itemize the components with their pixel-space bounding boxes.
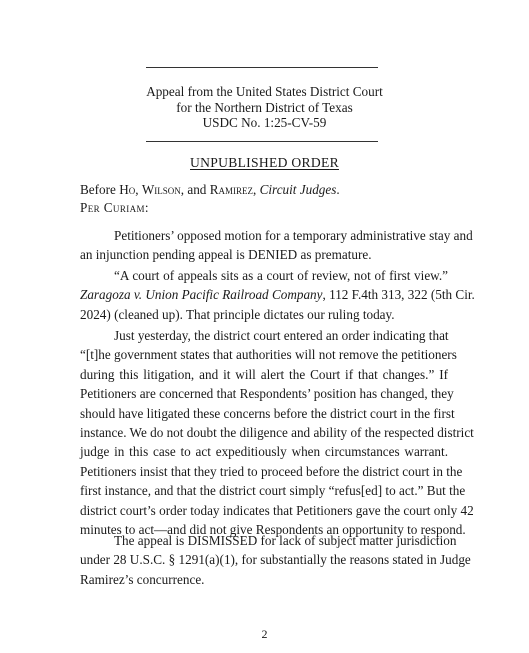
page-number: 2: [261, 627, 268, 641]
paragraph-line: minutes to act—and did not give Respondents an opportunity to respond.: [80, 522, 466, 538]
paragraph-line: under 28 U.S.C. § 1291(a)(1), for substantially the reasons stated in Judge: [80, 552, 471, 568]
per-curiam-heading: Per Curiam:: [80, 200, 149, 215]
paragraph-line: Petitioners insist that they tried to proceed before the district court in the: [80, 463, 463, 479]
paragraph-line: Petitioners are concerned that Respondents’ position has changed, they: [80, 386, 454, 402]
judge-name: Ho: [119, 182, 136, 197]
order-title: UNPUBLISHED ORDER: [190, 155, 339, 170]
paragraph-district-court: [80, 326, 474, 539]
paragraph-line: district court’s order today indicates that Petitioners gave the court only 42: [80, 502, 474, 518]
panel-separator: , and: [180, 182, 210, 197]
paragraph-line: should have litigated these concerns before the district court in the first: [80, 405, 455, 421]
paragraph-line: The appeal is DISMISSED for lack of subject matter jurisdiction: [114, 533, 457, 548]
caption-line-court: Appeal from the United States District Court: [146, 84, 383, 99]
case-citation-rest: , 112 F.4th 313, 322 (5th Cir.: [322, 287, 475, 303]
paragraph-line: 2024) (cleaned up). That principle dictates our ruling today.: [80, 306, 395, 322]
paragraph-appeal-dismissed: [80, 531, 471, 589]
paragraph-line: instance. We do not doubt the diligence and ability of the respected district: [80, 425, 474, 441]
paragraph-motion-denied: [80, 226, 473, 265]
paragraph-line: Just yesterday, the district court entered an order indicating that: [114, 328, 449, 343]
paragraph-line: during this litigation, and it will alert the Court if that changes.” If: [80, 366, 448, 382]
judge-name: Ramirez: [209, 182, 253, 197]
caption-line-docket: USDC No. 1:25-CV-59: [202, 115, 327, 130]
paragraph-line: judge in this case to act expeditiously when circumstances warrant.: [80, 444, 448, 460]
paragraph-line: Ramirez’s concurrence.: [80, 571, 205, 587]
paragraph-court-of-review: [80, 266, 475, 324]
panel-before-text: Before: [80, 182, 120, 197]
panel-separator: ,: [135, 182, 142, 197]
caption-bottom-rule: [146, 141, 378, 142]
paragraph-line: “[t]he government states that authorities will not remove the petitioners: [80, 347, 457, 363]
panel-line: [80, 182, 340, 197]
panel-end: .: [336, 182, 340, 197]
caption-line-district: for the Northern District of Texas: [176, 100, 353, 115]
paragraph-line: first instance, and that the district court simply “refus[ed] to act.” But the: [80, 483, 466, 499]
paragraph-line: Petitioners’ opposed motion for a temporary administrative stay and: [114, 228, 473, 243]
judge-name: Wilson: [141, 182, 181, 197]
paragraph-line: “A court of appeals sits as a court of review, not of first view.”: [114, 268, 448, 283]
paragraph-line: an injunction pending appeal is DENIED as premature.: [80, 247, 372, 263]
panel-separator: ,: [253, 182, 260, 197]
case-citation-name: Zaragoza v. Union Pacific Railroad Company: [80, 287, 323, 303]
panel-role: Circuit Judges: [259, 182, 337, 197]
paragraph-line: [80, 285, 475, 304]
caption-top-rule: [146, 67, 378, 68]
